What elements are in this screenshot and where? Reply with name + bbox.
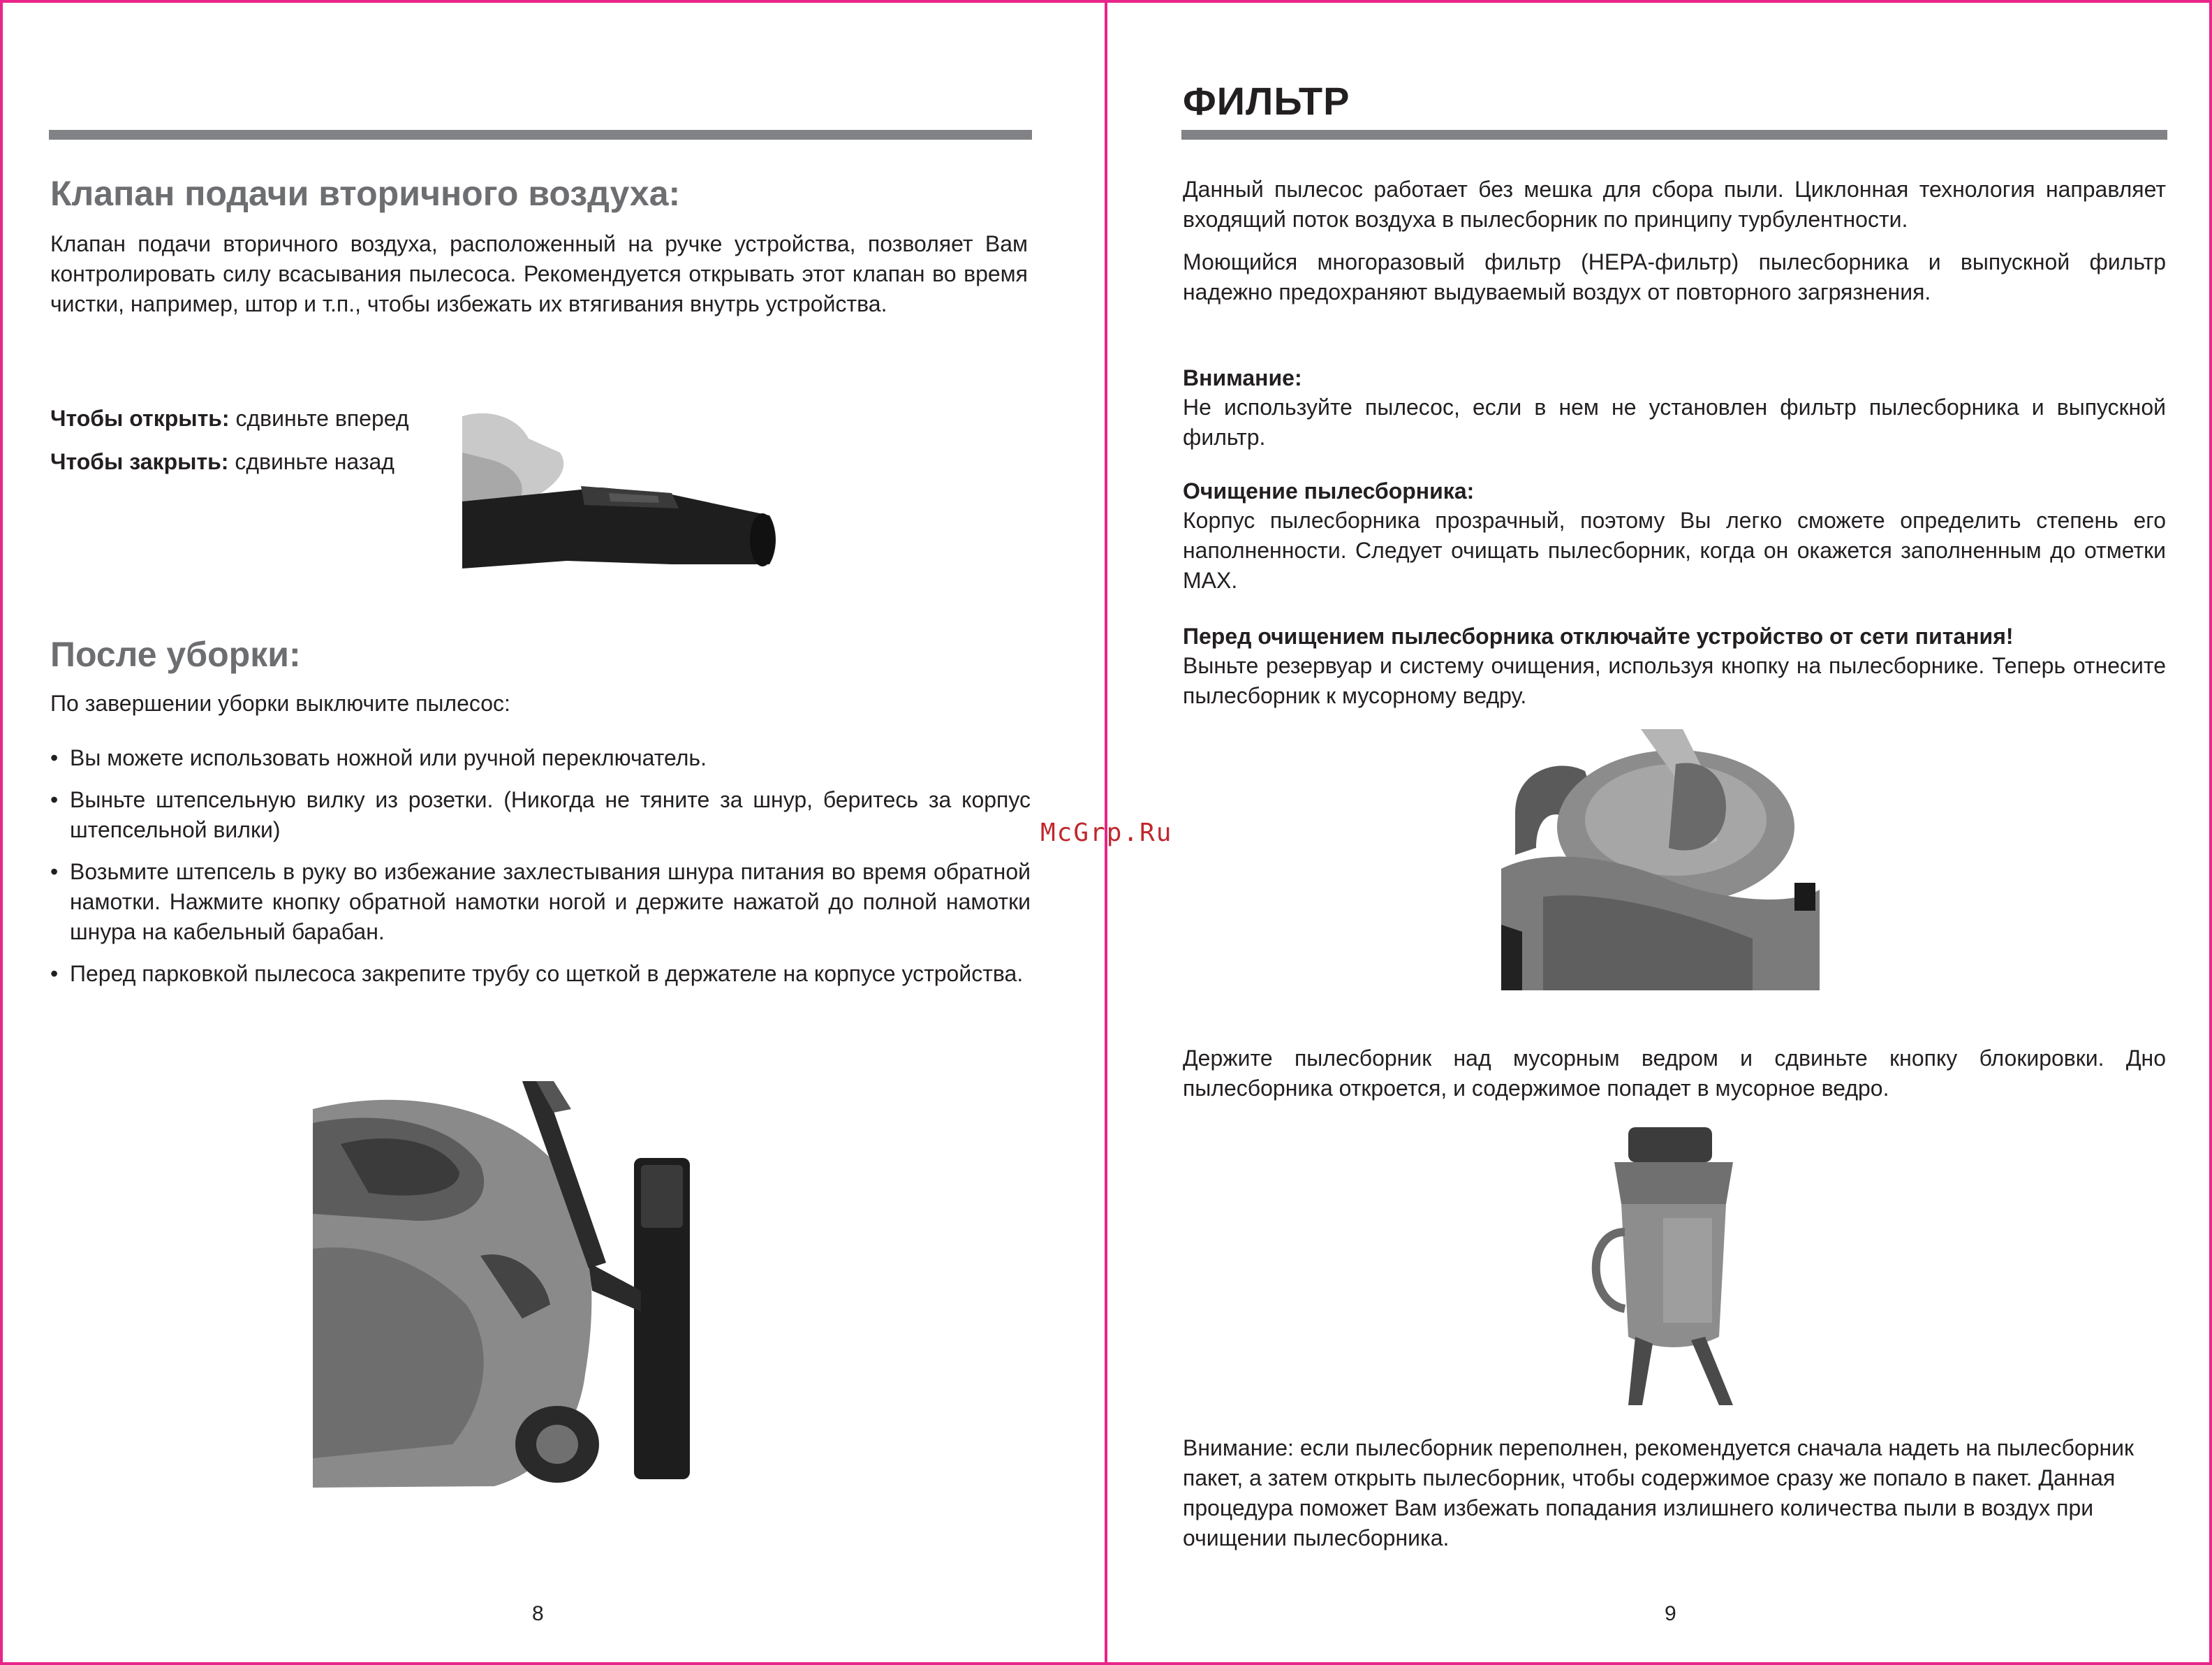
cleaning-label: Очищение пылесборника:	[1183, 478, 1475, 504]
warning-text: Не используйте пылесос, если в нем не установлен фильтр пылесборника и выпускной фильтр.	[1183, 395, 2166, 450]
watermark: McGrp.Ru	[1040, 819, 1173, 847]
page-number-left: 8	[532, 1602, 544, 1625]
vacuum-parking-image-icon	[313, 1081, 761, 1488]
open-container-photo	[1586, 1127, 1753, 1405]
open-instruction	[50, 404, 409, 434]
close-label: Чтобы закрыть:	[50, 449, 229, 474]
close-instruction	[50, 447, 395, 477]
parked-vacuum-photo	[313, 1081, 761, 1488]
bullet-icon: •	[50, 961, 59, 986]
page-number-right: 9	[1665, 1602, 1676, 1625]
warning-label: Внимание:	[1183, 365, 1302, 390]
remove-container-photo	[1501, 729, 1820, 990]
cleaning-text: Корпус пылесборника прозрачный, поэтому Вы легко сможете определить степень его наполненности. Следует очищать пылесборник, когда он окажется заполненным до отметки MAX.	[1183, 508, 2166, 593]
intro-paragraph: Данный пылесос работает без мешка для сбора пыли. Циклонная технология направляет входящий поток воздуха в пылесборник по принципу турбулентности.	[1183, 177, 2166, 232]
page-title: ФИЛЬТР	[1183, 79, 1350, 123]
bullet-icon: •	[50, 787, 59, 812]
header-rule	[49, 130, 1032, 140]
handle-valve-image-icon	[462, 411, 778, 569]
dust-container-removal-image-icon	[1501, 729, 1820, 990]
section-heading-after-cleaning: После уборки:	[50, 635, 301, 674]
before-cleaning-text: Выньте резервуар и систему очищения, используя кнопку на пылесборнике. Теперь отнесите пылесборник к мусорному ведру.	[1183, 653, 2166, 708]
right-page	[1109, 0, 2212, 1665]
title-rule	[1181, 130, 2167, 140]
open-label: Чтобы открыть:	[50, 406, 230, 431]
open-text: сдвиньте вперед	[229, 406, 409, 431]
final-warning-note: Внимание: если пылесборник переполнен, рекомендуется сначала надеть на пылесборник пакет, а затем открыть пылесборник, чтобы содержимое сразу же попало в пакет. Данная процедура поможет Вам избежать попадания излишнего количества пыли в воздух при очищении пылесборника.	[1183, 1435, 2134, 1550]
after-cleaning-list	[50, 743, 1031, 1001]
list-item: • Вы можете использовать ножной или ручной переключатель.	[50, 743, 1031, 773]
section-heading-air-valve: Клапан подачи вторичного воздуха:	[50, 174, 681, 213]
close-text: сдвиньте назад	[228, 449, 395, 474]
air-valve-description: Клапан подачи вторичного воздуха, расположенный на ручке устройства, позволяет Вам контролировать силу всасывания пылесоса. Рекомендуется открывать этот клапан во время чистки, например, штор и т.п., чтобы избежать их втягивания внутрь устройства.	[50, 231, 1028, 316]
bullet-icon: •	[50, 859, 59, 884]
list-item: • Перед парковкой пылесоса закрепите трубу со щеткой в держателе на корпусе устройства.	[50, 959, 1031, 989]
before-cleaning-label: Перед очищением пылесборника отключайте устройство от сети питания!	[1183, 624, 2014, 649]
list-item: • Выньте штепсельную вилку из розетки. (Никогда не тяните за шнур, беритесь за корпус штепсельной вилки)	[50, 785, 1031, 845]
dust-container-open-image-icon	[1586, 1127, 1753, 1405]
after-cleaning-intro: По завершении уборки выключите пылесос:	[50, 691, 510, 716]
hold-over-bin-text: Держите пылесборник над мусорным ведром и сдвиньте кнопку блокировки. Дно пылесборника откроется, и содержимое попадет в мусорное ведро.	[1183, 1046, 2166, 1101]
bullet-icon: •	[50, 745, 59, 770]
list-item: • Возьмите штепсель в руку во избежание захлестывания шнура питания во время обратной намотки. Нажмите кнопку обратной намотки ногой и держите нажатой до полной намотки шнура на кабельный барабан.	[50, 857, 1031, 947]
handle-valve-photo	[462, 411, 778, 569]
filter-paragraph: Моющийся многоразовый фильтр (HEPA-фильтр) пылесборника и выпускной фильтр надежно предохраняют выдуваемый воздух от повторного загрязнения.	[1183, 249, 2166, 305]
